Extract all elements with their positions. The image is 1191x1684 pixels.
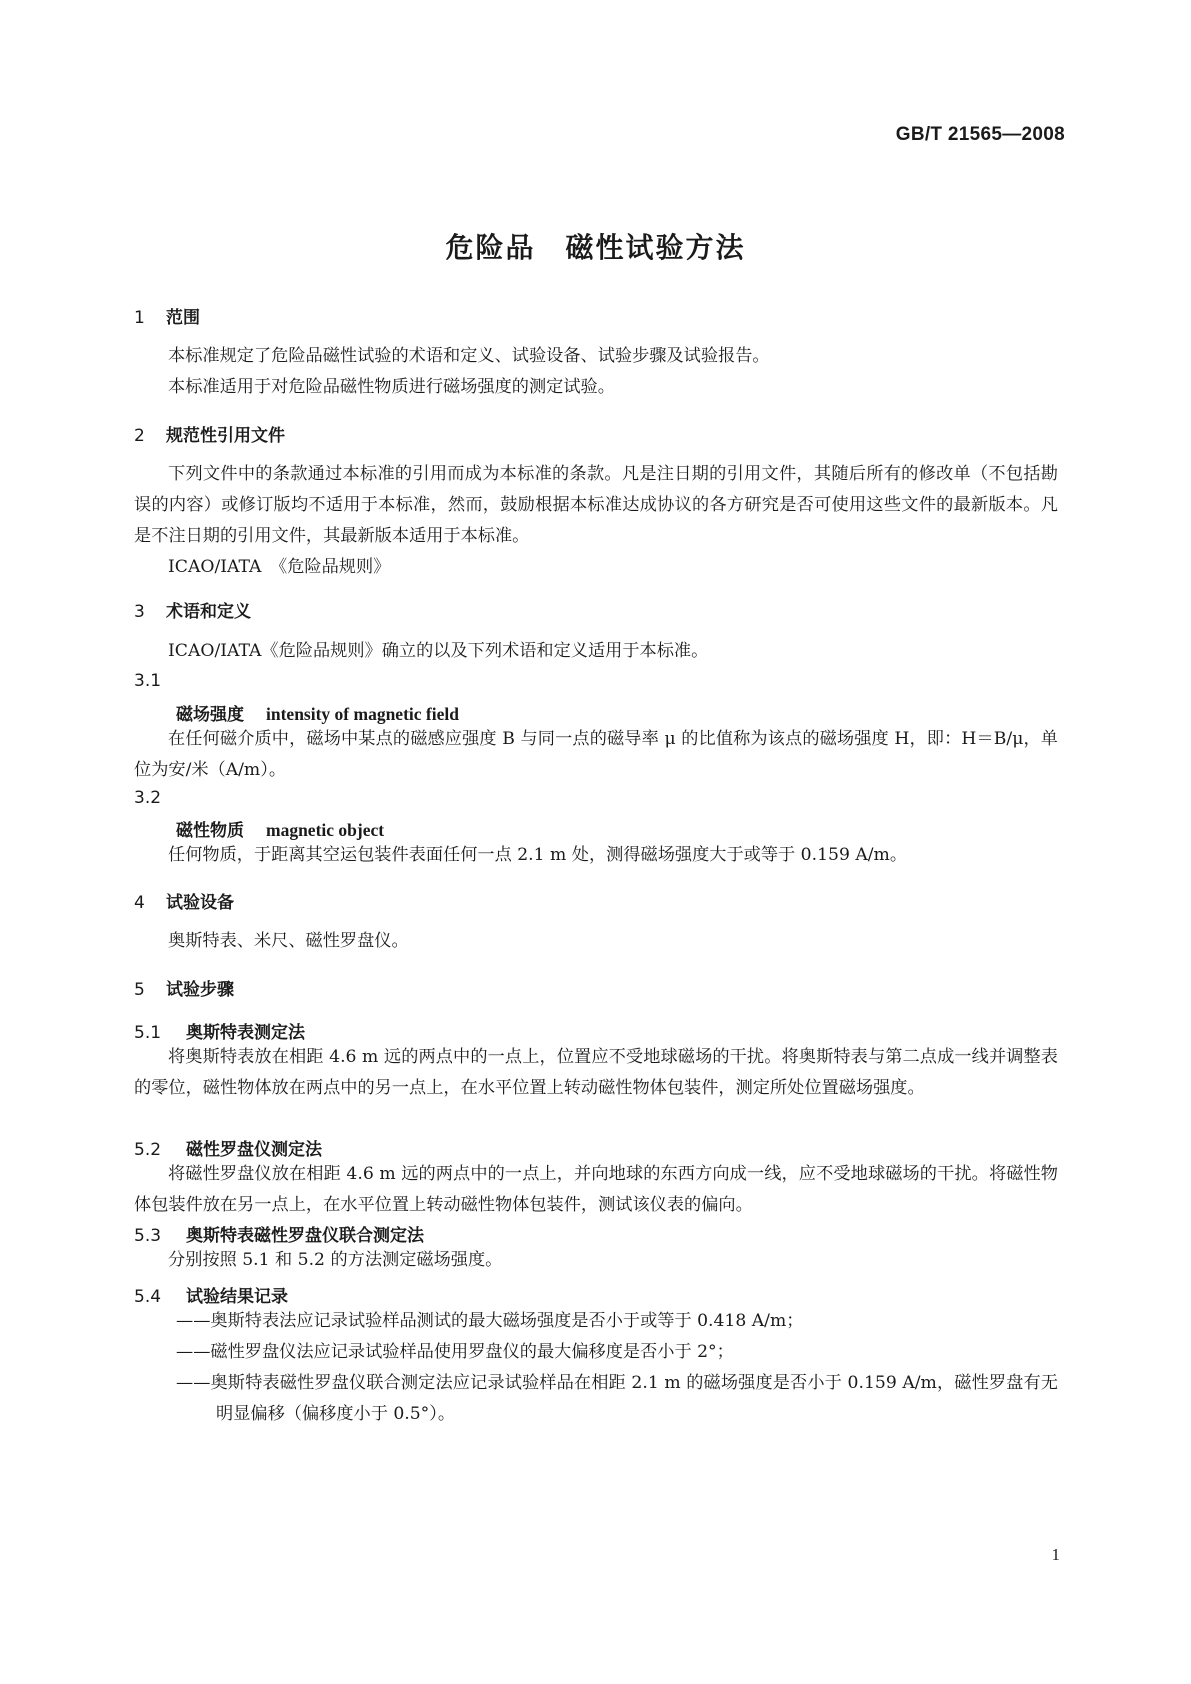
section-5-heading	[134, 975, 234, 1000]
clause-number: 5.2	[134, 1140, 162, 1160]
section-title: 规范性引用文件	[166, 426, 285, 446]
clause-title: 磁性罗盘仪测定法	[186, 1140, 322, 1160]
clause-5-3-heading	[134, 1221, 424, 1246]
clause-number: 5.1	[134, 1023, 162, 1043]
result-record-list	[176, 1306, 1058, 1430]
clause-5-2-paragraph: 将磁性罗盘仪放在相距 4.6 m 远的两点中的一点上，并向地球的东西方向成一线，应不受地球磁场的干扰。将磁性物体包装件放在另一点上，在水平位置上转动磁性物体包装件，测试该仪表的偏向。	[134, 1164, 1058, 1215]
clause-5-2-heading	[134, 1135, 322, 1160]
clause-title: 试验结果记录	[186, 1287, 288, 1307]
clause-3-2-number: 3.2	[134, 788, 162, 808]
clause-5-1-paragraph: 将奥斯特表放在相距 4.6 m 远的两点中的一点上，位置应不受地球磁场的干扰。将奥斯特表与第二点成一线并调整表的零位，磁性物体放在两点中的另一点上，在水平位置上转动磁性物体包装件，测定所处位置磁场强度。	[134, 1047, 1058, 1098]
clause-number: 5.4	[134, 1287, 162, 1307]
document-title: 危险品 磁性试验方法	[445, 231, 746, 264]
section-4-heading	[134, 888, 234, 913]
term-chinese: 磁场强度	[176, 705, 244, 725]
clause-number: 5.3	[134, 1226, 162, 1246]
section-number: 1	[134, 308, 145, 328]
section-3-paragraph-1: ICAO/IATA《危险品规则》确立的以及下列术语和定义适用于本标准。	[168, 641, 709, 661]
list-item: ——磁性罗盘仪法应记录试验样品使用罗盘仪的最大偏移度是否小于 2°；	[176, 1342, 734, 1362]
clause-5-4-heading	[134, 1282, 288, 1307]
clause-title: 奥斯特表磁性罗盘仪联合测定法	[186, 1226, 424, 1246]
standard-code: GB/T 21565—2008	[895, 124, 1065, 145]
term-3-1	[176, 700, 459, 725]
section-2-paragraph-1: 下列文件中的条款通过本标准的引用而成为本标准的条款。凡是注日期的引用文件，其随后所有的修改单（不包括勘误的内容）或修订版均不适用于本标准，然而，鼓励根据本标准达成协议的各方研究是否可使用这些文件的最新版本。凡是不注日期的引用文件，其最新版本适用于本标准。	[134, 464, 1058, 546]
clause-5-3-paragraph: 分别按照 5.1 和 5.2 的方法测定磁场强度。	[168, 1250, 503, 1270]
section-4-paragraph-1: 奥斯特表、米尺、磁性罗盘仪。	[168, 931, 409, 951]
term-english: magnetic object	[266, 820, 385, 840]
section-title: 试验设备	[166, 893, 234, 913]
section-title: 术语和定义	[166, 602, 251, 622]
term-english: intensity of magnetic field	[266, 704, 459, 724]
section-number: 3	[134, 602, 145, 622]
clause-title: 奥斯特表测定法	[186, 1023, 305, 1043]
clause-3-1-number: 3.1	[134, 671, 162, 691]
page-number: 1	[1051, 1545, 1060, 1564]
section-1-heading	[134, 303, 200, 328]
section-number: 4	[134, 893, 145, 913]
section-1-paragraph-2: 本标准适用于对危险品磁性物质进行磁场强度的测定试验。	[168, 377, 615, 397]
section-3-heading	[134, 597, 251, 622]
section-title: 试验步骤	[166, 980, 234, 1000]
list-item: ——奥斯特表法应记录试验样品测试的最大磁场强度是否小于或等于 0.418 A/m；	[176, 1311, 804, 1331]
section-2-heading	[134, 421, 285, 446]
section-title: 范围	[166, 308, 200, 328]
list-item: ——奥斯特表磁性罗盘仪联合测定法应记录试验样品在相距 2.1 m 的磁场强度是否小于 0.159 A/m，磁性罗盘有无明显偏移（偏移度小于 0.5°）。	[176, 1373, 1058, 1424]
term-3-1-definition: 在任何磁介质中，磁场中某点的磁感应强度 B 与同一点的磁导率 μ 的比值称为该点的磁场强度 H，即：H＝B/μ，单位为安/米（A/m）。	[134, 729, 1058, 780]
section-number: 5	[134, 980, 145, 1000]
term-3-2-definition: 任何物质，于距离其空运包装件表面任何一点 2.1 m 处，测得磁场强度大于或等于 0.159 A/m。	[168, 845, 908, 865]
section-2-reference: ICAO/IATA 《危险品规则》	[168, 557, 391, 577]
term-chinese: 磁性物质	[176, 821, 244, 841]
clause-5-1-heading	[134, 1018, 305, 1043]
section-1-paragraph-1: 本标准规定了危险品磁性试验的术语和定义、试验设备、试验步骤及试验报告。	[168, 346, 770, 366]
section-number: 2	[134, 426, 145, 446]
term-3-2	[176, 816, 384, 841]
